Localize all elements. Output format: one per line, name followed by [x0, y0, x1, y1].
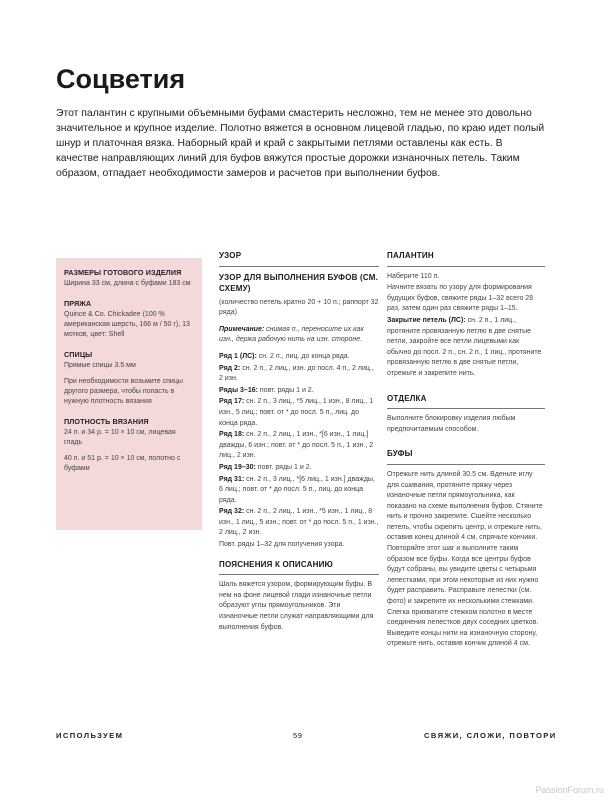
note-label: Примечание: — [219, 325, 265, 333]
row-instruction — [219, 430, 379, 462]
needles-text: Прямые спицы 3.5 мм — [64, 362, 136, 369]
bindoff-label: Закрытие петель (ЛС): — [387, 316, 466, 324]
gauge-text-puffs: 40 п. и 51 р. = 10 × 10 см, полотно с буфами — [64, 455, 181, 472]
row-label: Ряд 1 (ЛС): — [219, 352, 257, 360]
needles-note: При необходимости возьмите спицы другого размера, чтобы попасть в нужную плотность вязания — [64, 378, 183, 405]
bindoff-text: сн. 2 п., 1 лиц., протяните провязанную петлю в две снятые петли, закройте все петли лицевыми как обычно до посл. 2 п., сн. 2 п., 1 лиц., протяните провязанную петлю в две снятые петли, отрежьте и закрепите нить. — [387, 316, 542, 377]
row-label: Ряд 32: — [219, 508, 245, 516]
row-instruction — [219, 475, 379, 507]
row-instruction — [219, 507, 379, 539]
row-text: повт. ряды 1 и 2. — [257, 386, 314, 394]
row-label: Ряд 31: — [219, 475, 245, 483]
footer-section-right: СВЯЖИ, СЛОЖИ, ПОВТОРИ — [424, 731, 557, 740]
scheme-text: (количество петель кратно 20 + 10 п.; раппорт 32 ряда) — [219, 298, 379, 317]
gauge-block — [64, 417, 194, 474]
yarn-block — [64, 299, 194, 340]
footer-section-left: ИСПОЛЬЗУЕМ — [56, 731, 124, 740]
shawl-heading: ПАЛАНТИН — [387, 251, 545, 267]
row-instruction — [219, 386, 379, 397]
row-text: сн. 2 п., 2 лиц., 1 изн., *[6 изн., 1 лиц.] дважды, 6 изн.; повт. от * до посл. 5 п., 1 изн., 2 лиц., 2 изн. — [219, 431, 374, 460]
finishing-text: Выполните блокировку изделия любым предпочитаемым способом. — [387, 415, 516, 433]
puffs-heading: БУФЫ — [387, 449, 545, 465]
size-heading: РАЗМЕРЫ ГОТОВОГО ИЗДЕЛИЯ — [64, 268, 182, 277]
finishing-heading: ОТДЕЛКА — [387, 394, 545, 410]
cast-on-text: Наберите 110 п. — [387, 272, 440, 280]
row-text: сн. 2 п., 3 лиц., *5 лиц., 1 изн., 8 лиц., 1 изн., 5 лиц.; повт. от * до посл. 5 п., лиц. до конца ряда. — [219, 398, 374, 427]
yarn-heading: ПРЯЖА — [64, 299, 92, 308]
note-text: снимая п., переносите их как изн., держа рабочую нить на изн. стороне. — [219, 325, 364, 344]
page-number: 59 — [293, 731, 303, 740]
row-text: сн. 2 п., 2 лиц., изн. до посл. 4 п., 2 лиц., 2 изн. — [219, 364, 374, 383]
gauge-text: 24 п. и 34 р. = 10 × 10 см, лицевая гладь — [64, 429, 176, 446]
needles-heading: СПИЦЫ — [64, 350, 93, 359]
instructions-column — [387, 251, 545, 656]
row-text: повт. ряды 1 и 2. — [255, 463, 312, 471]
explain-heading: ПОЯСНЕНИЯ К ОПИСАНИЮ — [219, 560, 379, 576]
size-block — [64, 268, 194, 289]
pattern-heading: УЗОР — [219, 251, 379, 267]
bindoff-paragraph — [387, 316, 545, 380]
needles-block — [64, 350, 194, 407]
row-instruction — [219, 364, 379, 385]
explain-text: Шаль вяжется узором, формирующим буфы. В нем на фоне лицевой глади изнаночные петли образуют углы прямоугольников. Эти изнаночные петли служат направляющими для выполнения буфов. — [219, 581, 374, 631]
row-text: сн. 2 п., лиц. до конца ряда. — [256, 352, 350, 360]
pattern-column — [219, 251, 379, 639]
row-instruction — [219, 463, 379, 474]
shawl-body-text: Начните вязать по узору для формирования будущих буфов, свяжите ряды 1–32 всего 28 раз, затем один раз свяжите ряды 1–15. — [387, 284, 534, 313]
watermark: PassionForum.ru — [535, 785, 604, 795]
note-paragraph — [219, 325, 379, 346]
specs-sidebar — [56, 258, 202, 530]
page-title: Соцветия — [56, 64, 186, 94]
intro-paragraph: Этот палантин с крупными объемными буфами смастерить несложно, тем не менее это довольно значительное и крупное изделие. Полотно вяжется в основном лицевой гладью, по краю идет полый шнур и платочная вязка. Наборный край и край с закрытыми петлями оставлены как есть. В качестве направляющих линий для буфов вяжутся простые дорожки изнаночных петель. Таким образом, отпадает необходимости замеров и расчетов при выполнении буфов. — [56, 108, 545, 179]
size-text: Ширина 33 см, длина с буфами 183 см — [64, 280, 191, 287]
row-label: Ряд 19–30: — [219, 463, 256, 471]
row-label: Ряд 2: — [219, 364, 241, 372]
row-label: Ряд 18: — [219, 431, 245, 439]
row-instruction — [219, 352, 379, 363]
row-instruction — [219, 397, 379, 429]
row-label: Ряд 17: — [219, 398, 245, 406]
row-text: сн. 2 п., 3 лиц., *[6 лиц., 1 изн.] дважды, 6 лиц.; повт. от * до посл. 5 п., лиц. до конца ряда. — [219, 475, 375, 504]
row-text: сн. 2 п., 2 лиц., 1 изн., *5 изн., 1 лиц., 8 изн., 1 лиц., 5 изн.; повт. от * до посл. 5 п., 1 изн., 2 лиц., 2 изн. — [219, 508, 379, 537]
scheme-heading: УЗОР ДЛЯ ВЫПОЛНЕНИЯ БУФОВ (СМ. СХЕМУ) — [219, 272, 379, 293]
row-label: Ряды 3–16: — [219, 386, 258, 394]
row-instructions — [219, 352, 379, 551]
yarn-text: Quince & Co. Chickadee (100 % американская шерсть, 166 м / 50 г), 13 мотков, цвет: Shell — [64, 311, 190, 338]
repeat-text: Повт. ряды 1–32 для получения узора. — [219, 541, 345, 549]
puffs-text: Отрежьте нить длиной 30.5 см. Вденьте иглу для сшивания, протяните пряжу через изнаночные петли прямоугольника, как показано на схеме выполнения буфов. Стяните нить и прочно закрепите. Сшейте несколько петель, чтобы скрепить центр, и отрежьте нить, оставив конец длиной 4 см, спрячьте кончики. Повторяйте этот шаг и выполните таким образом все буфы. Когда все центры буфов будут собраны, вы увидите цветы с четырьмя лепестками, при этом некоторые из них нужно будет расправить. Расправьте лепестки (см. фото) и закрепите их несколькими стежками. Слегка прихватите стежком полотно в месте соединения лепестков двух соседних цветков. Выведите концы нити на изнаночную сторону, отрежьте нить, оставив кончик длиной 4 см. — [387, 470, 543, 648]
gauge-heading: ПЛОТНОСТЬ ВЯЗАНИЯ — [64, 417, 149, 426]
